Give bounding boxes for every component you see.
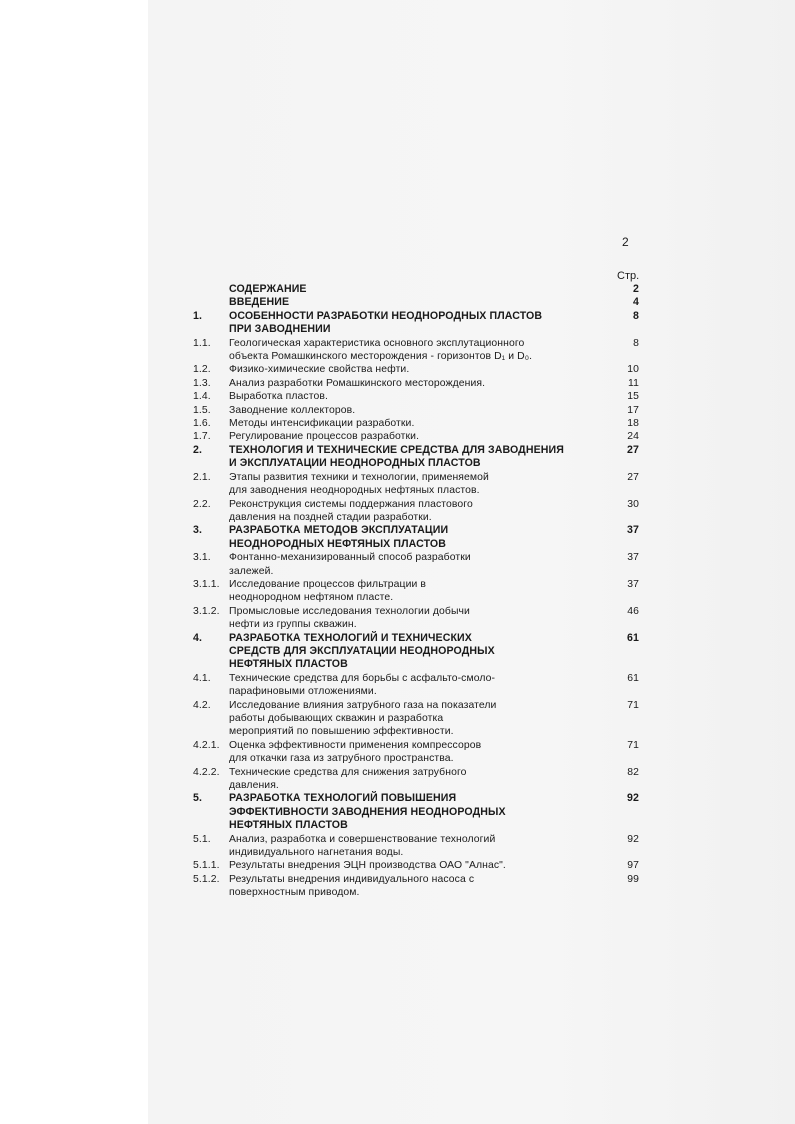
toc-entry-title-line: Технические средства для снижения затрубного — [229, 766, 467, 778]
toc-entry-title-line: для заводнения неоднородных нефтяных пластов. — [229, 485, 480, 497]
toc-entry-number: 1. — [193, 309, 203, 322]
toc-entry-title — [229, 296, 604, 309]
toc-entry-page: 10 — [627, 364, 639, 376]
toc-entry-title — [229, 498, 604, 525]
toc-entry-page: 11 — [628, 377, 639, 389]
toc-entry-title — [229, 873, 604, 900]
toc-entry-number: 2.1. — [193, 471, 211, 483]
toc-entry-title — [229, 430, 604, 443]
toc-entry-number: 4.2.1. — [193, 739, 220, 751]
toc-entry-title-line: И ЭКСПЛУАТАЦИИ НЕОДНОРОДНЫХ ПЛАСТОВ — [229, 457, 481, 470]
toc-entry — [193, 417, 645, 430]
toc-entry-title-line: Этапы развития техники и технологии, применяемой — [229, 471, 489, 483]
toc-entry-title — [229, 377, 604, 390]
toc-entry-title — [229, 337, 604, 364]
toc-entry-title-line: РАЗРАБОТКА ТЕХНОЛОГИЙ ПОВЫШЕНИЯ — [229, 792, 457, 805]
toc-entry — [193, 296, 645, 309]
toc-entry — [193, 430, 645, 443]
toc-entry — [193, 404, 645, 417]
toc-entry-title-line: НЕОДНОРОДНЫХ НЕФТЯНЫХ ПЛАСТОВ — [229, 537, 447, 550]
toc-entry-page: 99 — [627, 873, 639, 885]
toc-entry-title-line: Геологическая характеристика основного эксплутационного — [229, 337, 525, 349]
toc-entry-title-line: залежей. — [229, 565, 274, 577]
toc-entry-title — [229, 859, 604, 872]
toc-entry-title-line: объекта Ромашкинского месторождения - горизонтов D₁ и D₀. — [229, 351, 533, 363]
toc-entry-title-line: Регулирование процессов разработки. — [229, 431, 420, 443]
toc-entry-title-line: поверхностным приводом. — [229, 887, 360, 899]
toc-entry-title-line: ЭФФЕКТИВНОСТИ ЗАВОДНЕНИЯ НЕОДНОРОДНЫХ — [229, 805, 506, 818]
toc-entry-page: 92 — [627, 833, 639, 845]
toc-entry-number: 5.1. — [193, 833, 211, 845]
toc-entry-title — [229, 833, 604, 860]
toc-entry-title-line: Результаты внедрения ЭЦН производства ОАО "Алнас". — [229, 860, 506, 872]
toc-entry — [193, 739, 645, 766]
toc-entry-number: 5. — [193, 792, 203, 805]
toc-entry-title — [229, 471, 604, 498]
toc-entry-title-line: мероприятий по повышению эффективности. — [229, 726, 454, 738]
toc-entry-title-line: СРЕДСТВ ДЛЯ ЭКСПЛУАТАЦИИ НЕОДНОРОДНЫХ — [229, 644, 495, 657]
toc-entry-page: 71 — [627, 739, 639, 751]
toc-entry-title — [229, 390, 604, 403]
toc-entry-title-line: РАЗРАБОТКА МЕТОДОВ ЭКСПЛУАТАЦИИ — [229, 524, 449, 537]
toc-entry-page: 17 — [627, 404, 639, 416]
toc-entry — [193, 859, 645, 872]
toc-entry-title-line: НЕФТЯНЫХ ПЛАСТОВ — [229, 819, 348, 832]
toc-entry — [193, 444, 645, 471]
toc-entry-title-line: Исследование влияния затрубного газа на показатели — [229, 699, 497, 711]
toc-entry-title-line: РАЗРАБОТКА ТЕХНОЛОГИЙ И ТЕХНИЧЕСКИХ — [229, 631, 472, 644]
toc-entry-title — [229, 524, 604, 551]
toc-entry — [193, 766, 645, 793]
toc-entry-number: 4.1. — [193, 672, 211, 684]
toc-entry-title-line: Оценка эффективности применения компрессоров — [229, 739, 482, 751]
toc-entry-title — [229, 417, 604, 430]
toc-entry — [193, 699, 645, 739]
toc-entry — [193, 873, 645, 900]
toc-entry-title-line: индивидуального нагнетания воды. — [229, 847, 404, 859]
toc-entry-title-line: Заводнение коллекторов. — [229, 404, 356, 416]
toc-entry-number: 1.3. — [193, 377, 211, 389]
toc-entry-title-line: Промысловые исследования технологии добычи — [229, 605, 470, 617]
toc-entry-title-line: для откачки газа из затрубного пространства. — [229, 753, 454, 765]
toc-entry — [193, 632, 645, 672]
toc-entry-title — [229, 283, 604, 296]
toc-entry-title — [229, 766, 604, 793]
toc-entry-number: 5.1.2. — [193, 873, 220, 885]
toc-entry-title-line: нефти из группы скважин. — [229, 619, 357, 631]
toc-entry-title-line: НЕФТЯНЫХ ПЛАСТОВ — [229, 658, 348, 671]
toc-entry-title — [229, 699, 604, 739]
toc-entry — [193, 471, 645, 498]
toc-entry — [193, 605, 645, 632]
toc-entry-number: 1.2. — [193, 364, 211, 376]
toc-entry-number: 2. — [193, 443, 203, 456]
toc-entry-number: 4.2. — [193, 699, 211, 711]
toc-entry-title-line: ПРИ ЗАВОДНЕНИИ — [229, 323, 331, 336]
toc-entry-title-line: Исследование процессов фильтрации в — [229, 578, 426, 590]
toc-entry — [193, 283, 645, 296]
toc-entry — [193, 672, 645, 699]
toc-entry-page: 46 — [627, 605, 639, 617]
toc-entry-number: 1.7. — [193, 431, 211, 443]
toc-entry-title-line: работы добывающих скважин и разработка — [229, 713, 444, 724]
toc-entry-page: 37 — [627, 552, 639, 564]
toc-entry-number: 1.1. — [193, 337, 211, 349]
toc-entry-title-line: Методы интенсификации разработки. — [229, 418, 415, 430]
toc-entry-title-line: давления. — [229, 780, 279, 792]
toc-entry-title — [229, 404, 604, 417]
toc-entry-page: 61 — [627, 631, 639, 644]
toc-entry-title — [229, 632, 604, 672]
toc-entry-number: 3.1.1. — [193, 578, 220, 590]
toc-entry-title-line: Результаты внедрения индивидуального насоса с — [229, 873, 475, 885]
toc-entry-page: 8 — [633, 337, 639, 349]
toc-entry-number: 1.4. — [193, 391, 211, 403]
toc-entry-page: 30 — [627, 498, 639, 510]
toc-entry — [193, 792, 645, 832]
toc-entry-title-line: ОСОБЕННОСТИ РАЗРАБОТКИ НЕОДНОРОДНЫХ ПЛАСТОВ — [229, 309, 543, 322]
toc-entry-title — [229, 310, 604, 337]
toc-entry-number: 4. — [193, 631, 203, 644]
toc-entry-title — [229, 739, 604, 766]
toc-entry-page: 27 — [627, 443, 639, 456]
toc-entry-number: 1.6. — [193, 418, 211, 430]
toc-entry — [193, 363, 645, 376]
toc-entry-page: 27 — [627, 471, 639, 483]
toc-entry-title-line: давления на поздней стадии разработки. — [229, 511, 432, 523]
toc-entry-page: 37 — [627, 578, 639, 590]
toc-entry-title-line: СОДЕРЖАНИЕ — [229, 283, 307, 295]
toc-entry — [193, 551, 645, 578]
toc-entry-number: 3.1.2. — [193, 605, 220, 617]
toc-entry-title — [229, 578, 604, 605]
toc-entry-title-line: Физико-химические свойства нефти. — [229, 364, 410, 376]
toc-entry-title — [229, 792, 604, 832]
toc-entry-title-line: Технические средства для борьбы с асфальто-смоло- — [229, 672, 496, 684]
toc-entry-page: 92 — [627, 792, 639, 805]
toc-entry-title-line: парафиновыми отложениями. — [229, 686, 377, 698]
toc-entry-title-line: Анализ разработки Ромашкинского месторождения. — [229, 377, 486, 389]
toc-entry-number: 2.2. — [193, 498, 211, 510]
toc-entry-title — [229, 605, 604, 632]
toc-entry-page: 18 — [627, 418, 639, 430]
toc-entry — [193, 524, 645, 551]
toc-entry — [193, 390, 645, 403]
toc-entry-page: 15 — [627, 391, 639, 403]
toc-entry-page: 61 — [627, 672, 639, 684]
toc-entry-title-line: Выработка пластов. — [229, 391, 328, 403]
table-of-contents — [193, 283, 645, 900]
toc-entry-page: 4 — [633, 296, 639, 309]
toc-entry-title — [229, 672, 604, 699]
toc-entry — [193, 337, 645, 364]
toc-entry-page: 97 — [627, 860, 639, 872]
toc-entry-number: 4.2.2. — [193, 766, 220, 778]
toc-entry-title — [229, 444, 604, 471]
toc-entry-page: 82 — [627, 766, 639, 778]
page-number: 2 — [622, 235, 629, 249]
toc-entry-number: 3.1. — [193, 552, 211, 564]
toc-entry-page: 71 — [627, 699, 639, 711]
toc-entry-page: 8 — [633, 309, 639, 322]
toc-entry-number: 5.1.1. — [193, 860, 220, 872]
toc-entry-title-line: неоднородном нефтяном пласте. — [229, 592, 394, 604]
toc-entry-page: 2 — [633, 283, 639, 295]
toc-entry — [193, 833, 645, 860]
toc-entry-page: 37 — [627, 524, 639, 537]
toc-entry — [193, 578, 645, 605]
toc-entry-title-line: Фонтанно-механизированный способ разработки — [229, 552, 471, 564]
toc-entry — [193, 498, 645, 525]
toc-entry-number: 3. — [193, 524, 203, 537]
toc-entry-title-line: ВВЕДЕНИЕ — [229, 296, 290, 309]
toc-entry-title — [229, 363, 604, 376]
toc-entry-title — [229, 551, 604, 578]
toc-entry-number: 1.5. — [193, 404, 211, 416]
page-column-header: Стр. — [617, 270, 640, 282]
toc-entry — [193, 377, 645, 390]
toc-entry-title-line: Реконструкция системы поддержания пластового — [229, 498, 473, 510]
toc-entry-page: 24 — [627, 431, 639, 443]
toc-entry-title-line: ТЕХНОЛОГИЯ И ТЕХНИЧЕСКИЕ СРЕДСТВА ДЛЯ ЗАВОДНЕНИЯ — [229, 443, 564, 456]
toc-entry — [193, 310, 645, 337]
toc-entry-title-line: Анализ, разработка и совершенствование технологий — [229, 833, 496, 845]
page-margin — [0, 0, 148, 1124]
